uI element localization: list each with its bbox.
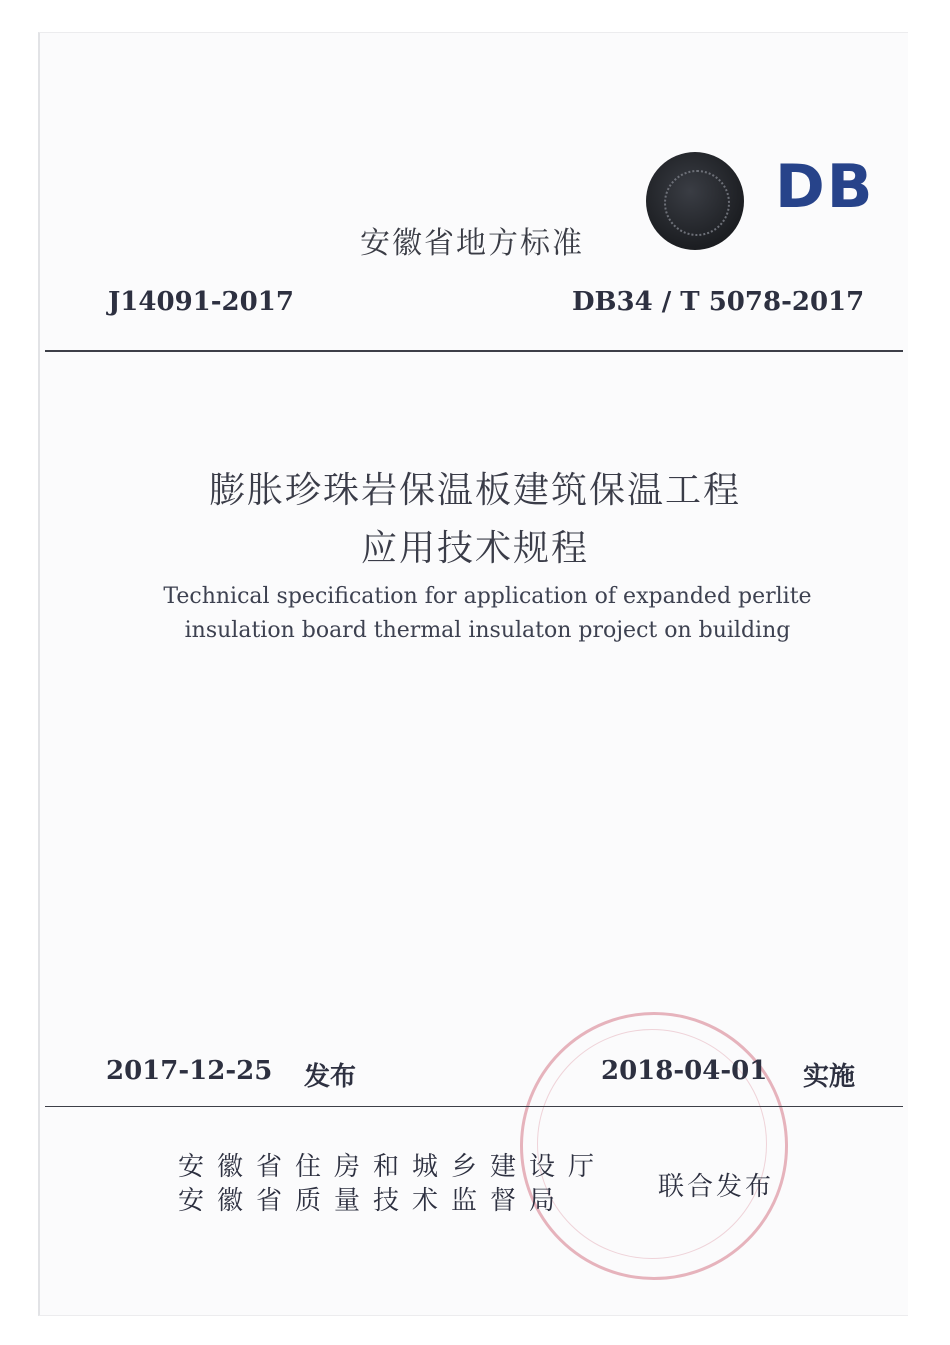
- issue-date: 2017-12-25: [106, 1056, 273, 1086]
- record-number: J14091-2017: [108, 287, 294, 317]
- issue-label: 发布: [304, 1062, 357, 1092]
- effective-label: 实施: [803, 1062, 856, 1092]
- issuer-line1: 安徽省住房和城乡建设厅: [178, 1152, 608, 1182]
- title-cn-line1: 膨胀珍珠岩保温板建筑保温工程: [208, 470, 741, 511]
- issuer-line2: 安徽省质量技术监督局: [178, 1186, 569, 1216]
- bottom-divider: [45, 1106, 903, 1107]
- joint-issue-label: 联合发布: [658, 1172, 775, 1202]
- standard-code: DB34 / T 5078-2017: [572, 287, 865, 317]
- top-divider: [45, 350, 903, 352]
- title-en-line1: Technical specification for application of expanded perlite: [163, 584, 812, 609]
- emblem-logo-icon: [646, 152, 744, 250]
- db-mark: DB: [775, 152, 875, 222]
- effective-date: 2018-04-01: [601, 1056, 768, 1086]
- standard-type: 安徽省地方标准: [360, 226, 584, 261]
- title-cn-line2: 应用技术规程: [360, 528, 589, 569]
- title-en-line2: insulation board thermal insulaton project on building: [184, 618, 791, 643]
